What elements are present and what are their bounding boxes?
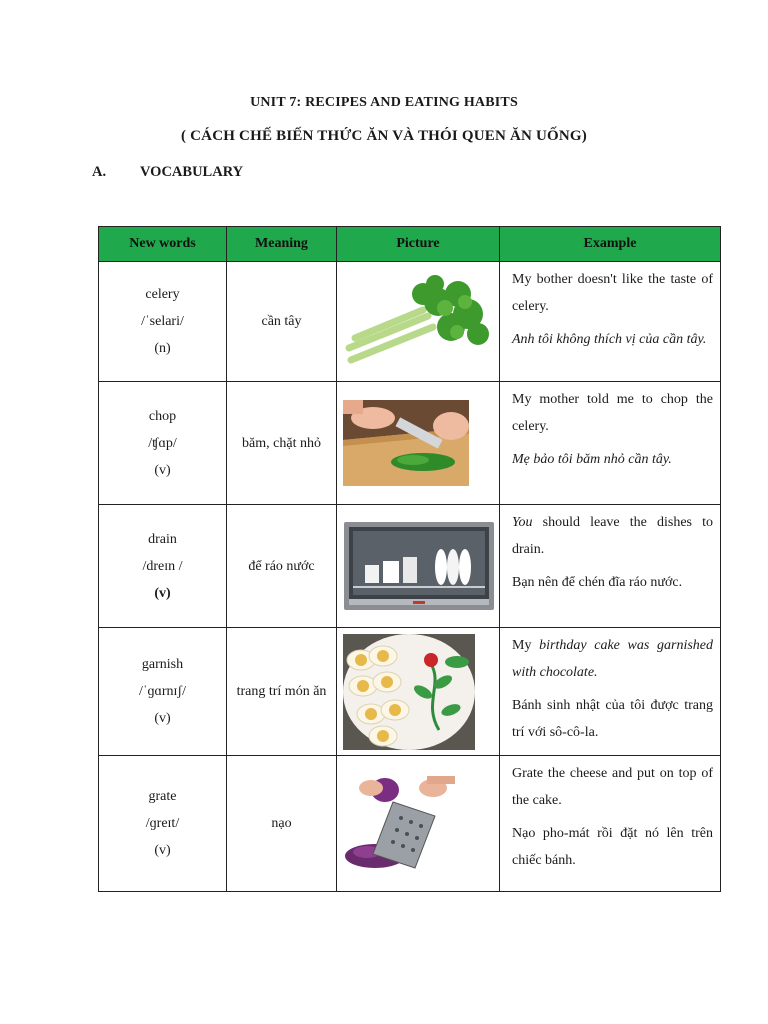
ipa: /dreɪn /: [142, 558, 183, 574]
header-picture: Picture: [337, 227, 500, 262]
word-cell: [99, 262, 227, 382]
ipa: /ˈselari/: [141, 314, 184, 329]
example-cell: [500, 628, 721, 756]
section-number: A.: [92, 164, 107, 180]
word: drain: [148, 531, 177, 547]
example-english: [512, 509, 713, 563]
header-example: Example: [500, 227, 721, 262]
table-row: [99, 262, 721, 382]
meaning: băm, chặt nhỏ: [227, 382, 337, 505]
table-row: [99, 628, 721, 756]
example-english-rest: should leave the dishes to drain.: [512, 515, 713, 557]
page-subtitle: ( CÁCH CHẾ BIẾN THỨC ĂN VÀ THÓI QUEN ĂN UỐNG): [181, 128, 587, 144]
picture-cell: [337, 382, 500, 505]
word-cell: [99, 382, 227, 505]
ipa: /ɡreɪt/: [145, 816, 180, 831]
table-row: [99, 756, 721, 892]
example-vietnamese: Bạn nên để chén đĩa ráo nước.: [512, 575, 683, 590]
vocabulary-table: [98, 226, 721, 892]
picture-cell: [337, 756, 500, 892]
dish-drainer-image: [343, 521, 499, 611]
example-cell: [500, 756, 721, 892]
grater-image: [343, 776, 499, 872]
meaning: trang trí món ăn: [227, 628, 337, 756]
example-english-lead: My: [512, 638, 532, 653]
word-cell: [99, 505, 227, 628]
part-of-speech: (n): [154, 341, 171, 356]
ipa: /ˈɡɑrnɪʃ/: [139, 684, 186, 699]
part-of-speech: (v): [154, 462, 171, 478]
table-header-row: [99, 227, 721, 262]
garnished-plate-image: [343, 634, 499, 750]
table-row: [99, 382, 721, 505]
example-vietnamese: Anh tôi không thích vị của cần tây.: [512, 332, 707, 347]
example-english: [512, 632, 713, 686]
word: celery: [145, 287, 180, 302]
example-cell: [500, 262, 721, 382]
section-label: VOCABULARY: [140, 164, 244, 180]
word-cell: [99, 756, 227, 892]
meaning: để ráo nước: [227, 505, 337, 628]
header-new-words: New words: [99, 227, 227, 262]
word: grate: [148, 789, 177, 804]
word-cell: [99, 628, 227, 756]
page-title: UNIT 7: RECIPES AND EATING HABITS: [250, 95, 518, 110]
picture-cell: [337, 628, 500, 756]
meaning: cần tây: [227, 262, 337, 382]
header-meaning: Meaning: [227, 227, 337, 262]
table-row: [99, 505, 721, 628]
word: garnish: [141, 657, 184, 672]
word: chop: [148, 408, 177, 424]
part-of-speech: (v): [154, 711, 171, 726]
part-of-speech: (v): [154, 843, 171, 858]
part-of-speech: (v): [154, 585, 171, 601]
example-cell: [500, 505, 721, 628]
example-cell: [500, 382, 721, 505]
section-heading: [92, 164, 243, 181]
example-english: My mother told me to chop the celery.: [512, 392, 713, 434]
chopping-image: [343, 400, 499, 486]
ipa: /ʧɑp/: [148, 435, 177, 451]
example-english: My bother doesn't like the taste of celery.: [512, 272, 713, 314]
celery-image: [343, 272, 499, 372]
example-vietnamese: Bánh sinh nhật của tôi được trang trí với sô-cô-la.: [512, 698, 713, 740]
example-english-italic: birthday cake was garnished with chocolate.: [512, 638, 713, 680]
example-english-italic: You: [512, 515, 533, 530]
meaning: nạo: [227, 756, 337, 892]
example-english: Grate the cheese and put on top of the cake.: [512, 766, 713, 808]
example-vietnamese: Mẹ bảo tôi băm nhỏ cần tây.: [512, 452, 672, 467]
picture-cell: [337, 505, 500, 628]
example-vietnamese: Nạo pho-mát rồi đặt nó lên trên chiếc bánh.: [512, 826, 713, 868]
picture-cell: [337, 262, 500, 382]
